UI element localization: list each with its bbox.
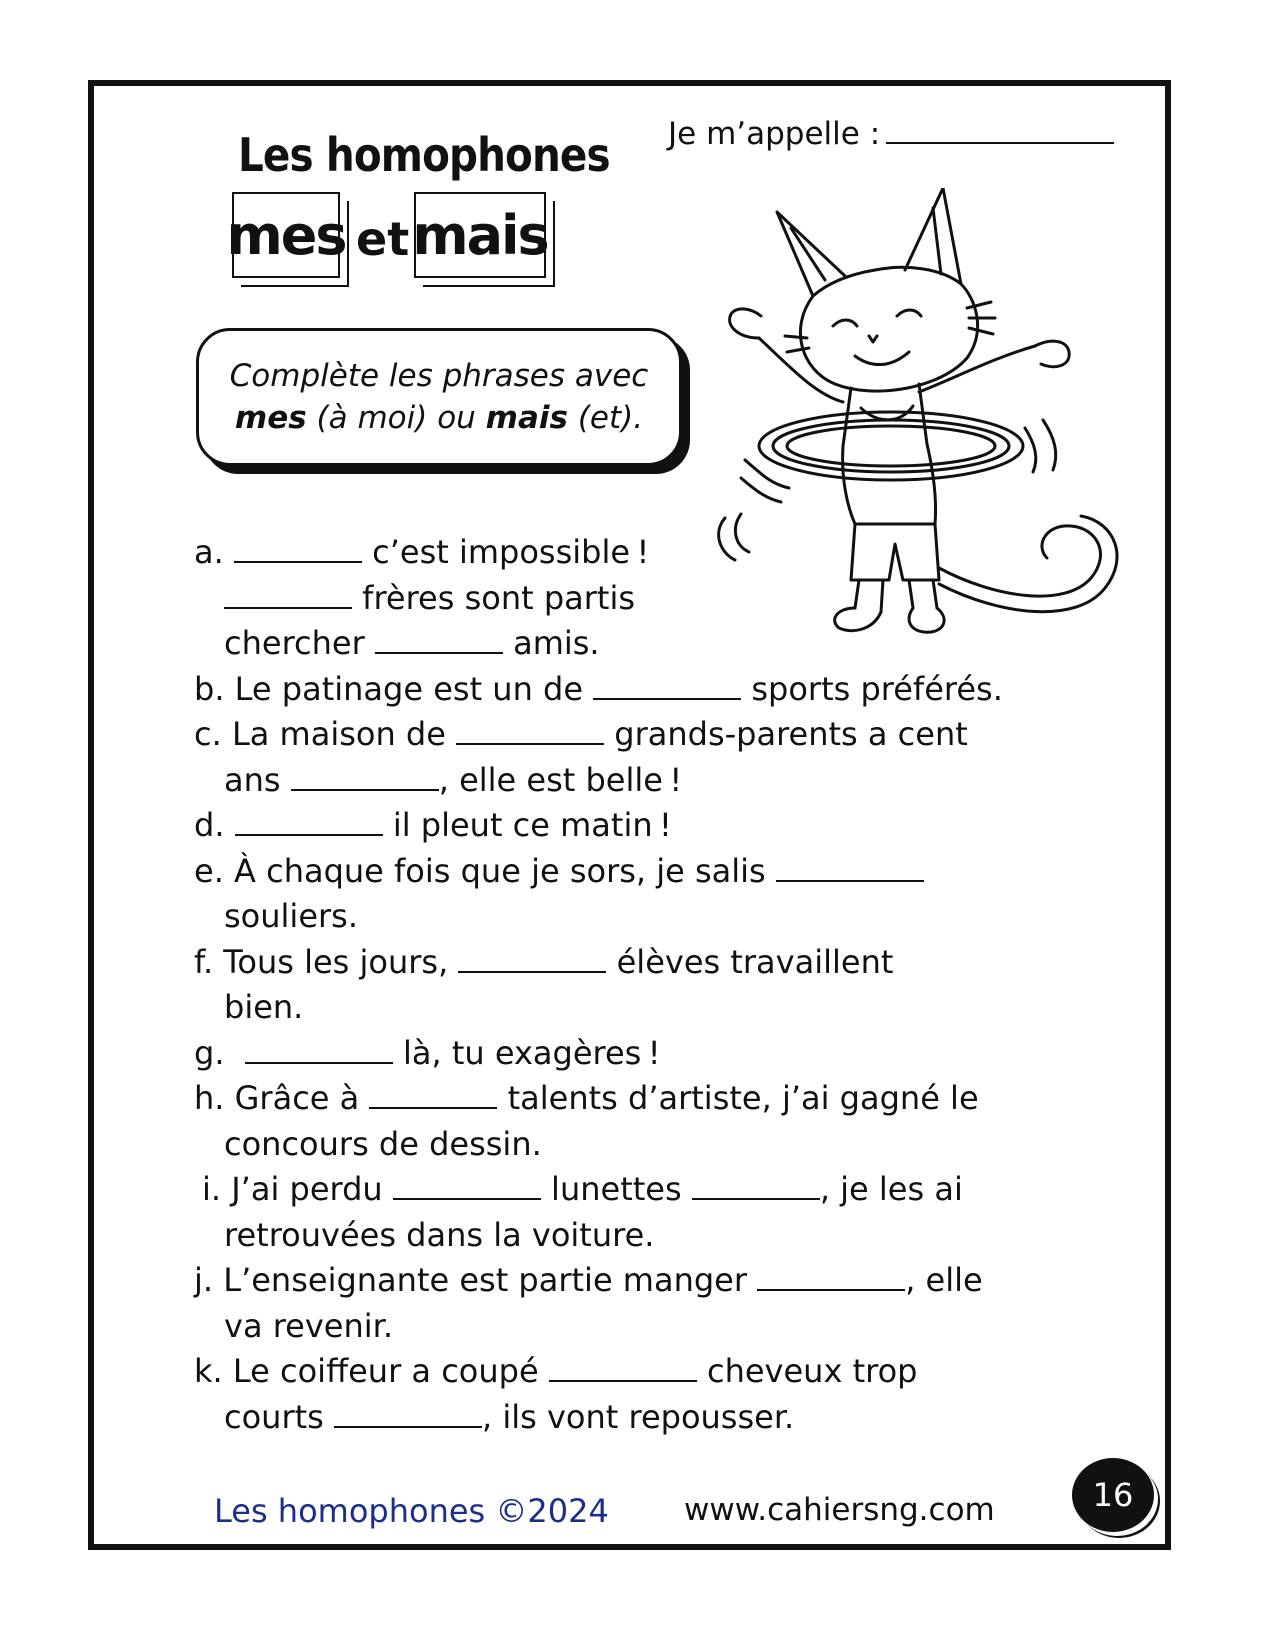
answer-blank[interactable]	[375, 624, 503, 654]
answer-blank[interactable]	[291, 761, 439, 791]
exercise-j: j. L’enseignante est partie manger , elle	[194, 1261, 983, 1299]
exercise-d: d. il pleut ce matin !	[194, 806, 672, 844]
exercise-e: e. À chaque fois que je sors, je salis	[194, 849, 1094, 895]
instruction-word-mes: mes	[234, 400, 307, 436]
exercise-k-line2: courts , ils vont repousser.	[224, 1397, 795, 1436]
exercise-f-line2: bien.	[224, 988, 304, 1026]
answer-blank[interactable]	[334, 1398, 482, 1428]
instruction-line1: Complète les phrases avec	[229, 358, 649, 394]
exercise-a-line2: frères sont partis	[194, 576, 1094, 622]
footer-copyright: Les homophones ©2024	[214, 1492, 609, 1530]
exercise-g: g. là, tu exagères !	[194, 1033, 661, 1072]
exercise-e-line2: souliers.	[224, 897, 358, 935]
page-number-badge: 16	[1072, 1458, 1154, 1532]
answer-blank[interactable]	[757, 1261, 905, 1291]
exercise-c: c. La maison de grands-parents a cent	[194, 715, 968, 753]
connector-et: et	[356, 212, 410, 266]
answer-blank[interactable]	[235, 806, 383, 836]
exercise-a-line3: chercher amis.	[224, 624, 600, 662]
answer-blank[interactable]	[224, 579, 352, 609]
word-box-mais: mais	[414, 192, 546, 278]
exercise-list	[194, 530, 1094, 1440]
instruction-word-mais: mais	[485, 400, 568, 436]
answer-blank[interactable]	[692, 1170, 820, 1200]
name-blank[interactable]	[886, 112, 1114, 144]
exercise-a: a. c’est impossible !	[194, 533, 650, 571]
answer-blank[interactable]	[369, 1079, 497, 1109]
page-title: Les homophones	[238, 128, 610, 182]
answer-blank[interactable]	[456, 715, 604, 745]
exercise-b: b. Le patinage est un de sports préférés.	[194, 669, 1003, 708]
exercise-h: h. Grâce à talents d’artiste, j’ai gagné le	[194, 1079, 979, 1117]
answer-blank[interactable]	[234, 533, 362, 563]
instruction-line2: mes (à moi) ou mais (et).	[234, 400, 644, 436]
exercise-h-line2: concours de dessin.	[224, 1124, 542, 1163]
answer-blank[interactable]	[393, 1170, 541, 1200]
exercise-k: k. Le coiffeur a coupé cheveux trop	[194, 1352, 918, 1390]
exercise-c-line2: ans , elle est belle !	[224, 760, 683, 799]
word-box-mes: mes	[232, 192, 340, 278]
name-field-row	[668, 112, 1114, 152]
exercise-j-line2: va revenir.	[224, 1306, 394, 1345]
answer-blank[interactable]	[458, 943, 606, 973]
exercise-f: f. Tous les jours, élèves travaillent	[194, 942, 894, 981]
answer-blank[interactable]	[549, 1352, 697, 1382]
answer-blank[interactable]	[245, 1034, 393, 1064]
name-label: Je m’appelle :	[668, 116, 881, 152]
exercise-i-line2: retrouvées dans la voiture.	[224, 1215, 655, 1254]
exercise-i: i. J’ai perdu lunettes , je les ai	[202, 1170, 963, 1208]
footer-website: www.cahiersng.com	[684, 1492, 995, 1528]
instruction-box	[196, 328, 682, 466]
answer-blank[interactable]	[776, 852, 924, 882]
answer-blank[interactable]	[593, 670, 741, 700]
